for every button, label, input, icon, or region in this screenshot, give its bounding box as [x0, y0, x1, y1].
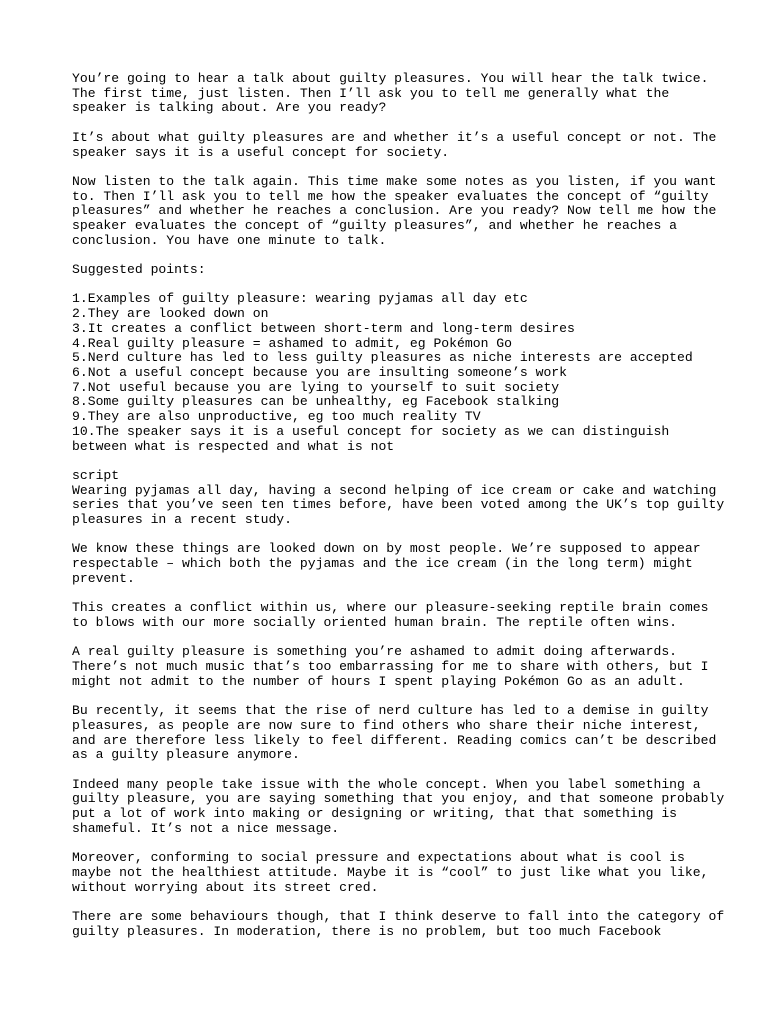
list-item: 5.Nerd culture has led to less guilty pleasures as niche interests are accepted — [72, 350, 693, 366]
script-paragraph-6: Indeed many people take issue with the whole concept. When you label something a guilty pleasure, you are saying something that you enjoy, and that someone probably put a lot of work into making or designing or writing, that that something is shameful. It’s not a nice message. — [72, 776, 725, 836]
script-paragraph-4: A real guilty pleasure is something you’re ashamed to admit doing afterwards. There’s not much music that’s too embarrassing for me to share with others, but I might not admit to the number of hours I spent playing Pokémon Go as an adult. — [72, 644, 709, 689]
list-item: 2.They are looked down on — [72, 306, 269, 322]
list-item: 8.Some guilty pleasures can be unhealthy, eg Facebook stalking — [72, 394, 560, 410]
script-label: script — [72, 467, 120, 483]
list-item: 6.Not a useful concept because you are insulting someone’s work — [72, 365, 568, 380]
list-item: 9.They are also unproductive, eg too much reality TV — [72, 409, 481, 425]
script-paragraph-1: Wearing pyjamas all day, having a second helping of ice cream or cake and watching series that you’ve seen ten times before, have been voted among the UK’s top guilty pleasures in a recent study. — [72, 482, 725, 528]
intro-paragraph-1: You’re going to hear a talk about guilty pleasures. You will hear the talk twice. The first time, just listen. Then I’ll ask you to tell me generally what the speaker is talking about. Are you ready? — [72, 71, 709, 116]
document-page — [72, 71, 725, 954]
script-paragraph-5: Bu recently, it seems that the rise of nerd culture has led to a demise in guilty pleasures, as people are now sure to find others who share their niche interest, and are therefore less likely to feel different. Reading comics can’t be described as a guilty pleasure anymore. — [72, 703, 717, 763]
list-item: 3.It creates a conflict between short-term and long-term desires — [72, 320, 575, 336]
intro-paragraph-2: It’s about what guilty pleasures are and whether it’s a useful concept or not. The speaker says it is a useful concept for society. — [72, 129, 717, 160]
suggested-points-heading: Suggested points: — [72, 262, 206, 278]
script-paragraph-8: There are some behaviours though, that I think deserve to fall into the category of guilty pleasures. In moderation, there is no problem, but too much Facebook — [72, 908, 725, 939]
list-item: 10.The speaker says it is a useful concept for society as we can distinguish between what is respected and what is not — [72, 423, 670, 454]
script-paragraph-3: This creates a conflict within us, where our pleasure-seeking reptile brain comes to blows with our more socially oriented human brain. The reptile often wins. — [72, 600, 709, 630]
script-paragraph-7: Moreover, conforming to social pressure and expectations about what is cool is maybe not the healthiest attitude. Maybe it is “cool” to just like what you like, without worrying about its street cred. — [72, 850, 709, 895]
script-paragraph-2: We know these things are looked down on by most people. We’re supposed to appear respectable – which both the pyjamas and the ice cream (in the long term) might prevent. — [72, 541, 701, 586]
list-item: 7.Not useful because you are lying to yourself to suit society — [72, 379, 560, 395]
list-item: 1.Examples of guilty pleasure: wearing pyjamas all day etc — [72, 291, 528, 307]
list-item: 4.Real guilty pleasure = ashamed to admit, eg Pokémon Go — [72, 335, 513, 351]
intro-paragraph-3: Now listen to the talk again. This time make some notes as you listen, if you want to. Then I’ll ask you to tell me how the speaker evaluates the concept of “guilty pleasures” and whether he reaches a conclusion. Are you ready? Now tell me how the speaker evaluates the concept of “guilty pleasures”, and whether he reaches a conclusion. You have one minute to talk. — [72, 173, 717, 248]
suggested-points-list — [72, 292, 712, 454]
